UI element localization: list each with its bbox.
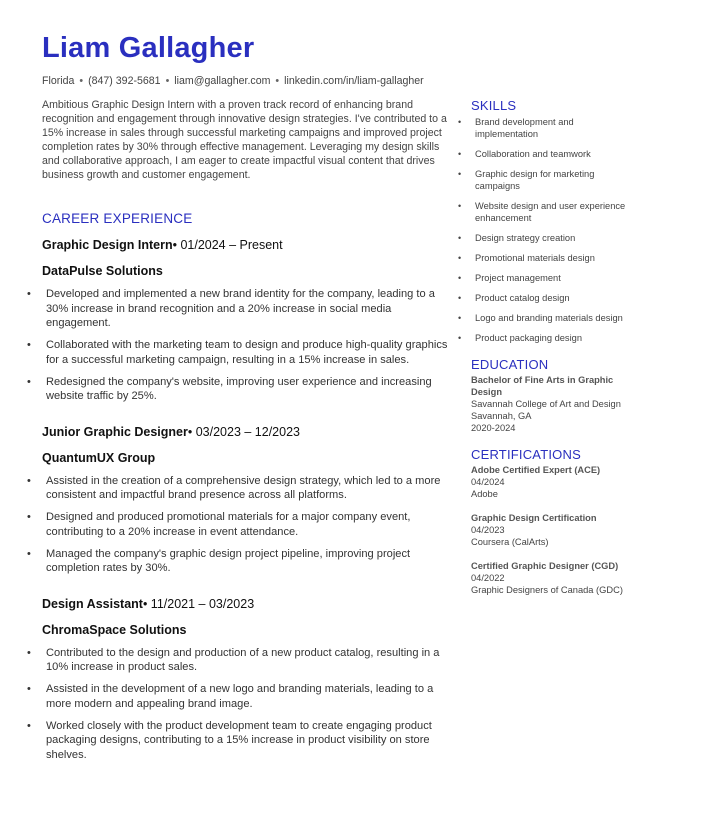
job-bullets bbox=[42, 646, 456, 763]
skill-item: • Promotional materials design bbox=[471, 252, 631, 264]
list-item: • Developed and implemented a new brand identity for the company, leading to a 30% increase in brand recognition and a 20% increase in social media engagement. bbox=[42, 287, 456, 331]
skill-item: • Product catalog design bbox=[471, 292, 631, 304]
certification-entry bbox=[471, 560, 631, 596]
candidate-name: Liam Gallagher bbox=[42, 32, 255, 64]
job-entry bbox=[42, 597, 456, 763]
degree: Bachelor of Fine Arts in Graphic Design bbox=[471, 375, 614, 397]
cert-issuer: Graphic Designers of Canada (GDC) bbox=[471, 585, 623, 595]
job-bullets bbox=[42, 474, 456, 576]
cert-name: Graphic Design Certification bbox=[471, 513, 597, 523]
skill-item: • Logo and branding materials design bbox=[471, 312, 631, 324]
education-heading: EDUCATION bbox=[471, 357, 549, 372]
skill-item: • Project management bbox=[471, 272, 631, 284]
list-item: • Redesigned the company's website, improving user experience and increasing website traffic by 25%. bbox=[42, 375, 456, 404]
company-name: QuantumUX Group bbox=[42, 450, 156, 465]
job-entry bbox=[42, 238, 456, 404]
cert-name: Adobe Certified Expert (ACE) bbox=[471, 465, 601, 475]
cert-issuer: Adobe bbox=[471, 489, 498, 499]
job-dates: • 01/2024 – Present bbox=[172, 238, 283, 252]
main-column bbox=[42, 98, 456, 770]
list-item: • Assisted in the creation of a comprehensive design strategy, which led to a more consistent and impactful brand presence across all platforms. bbox=[42, 474, 456, 503]
job-role: Junior Graphic Designer bbox=[42, 424, 188, 439]
certifications-section bbox=[471, 447, 631, 596]
job-title-line bbox=[42, 597, 456, 611]
skills-heading: SKILLS bbox=[471, 98, 517, 113]
list-item: • Contributed to the design and production of a new product catalog, resulting in a 10% increase in product sales. bbox=[42, 646, 456, 675]
linkedin-link[interactable]: linkedin.com/in/liam-gallagher bbox=[284, 75, 424, 87]
skill-item: • Product packaging design bbox=[471, 332, 631, 344]
email-link[interactable]: liam@gallagher.com bbox=[174, 75, 271, 87]
summary-paragraph: Ambitious Graphic Design Intern with a proven track record of enhancing brand recognition and engagement through innovative design strategies. I've contributed to a 15% increase in sales through successful marketing campaigns and improved project completion rates by 30% through effective management. Leveraging my design skills and collaborative approach, I am eager to create impactful visual content that drives business growth and customer engagement. bbox=[42, 99, 447, 181]
contact-line bbox=[42, 75, 424, 87]
school-location: Savannah, GA bbox=[471, 411, 532, 421]
job-entry bbox=[42, 425, 456, 576]
separator: • bbox=[275, 75, 280, 87]
company-name: DataPulse Solutions bbox=[42, 264, 163, 278]
skills-list bbox=[471, 116, 631, 344]
list-item: • Assisted in the development of a new logo and branding materials, leading to a more modern and appealing brand image. bbox=[42, 682, 456, 711]
company-name: ChromaSpace Solutions bbox=[42, 622, 187, 637]
phone: (847) 392-5681 bbox=[88, 75, 161, 87]
education-section bbox=[471, 357, 631, 434]
skill-item: • Website design and user experience enhancement bbox=[471, 200, 631, 224]
cert-date: 04/2022 bbox=[471, 573, 505, 583]
list-item: • Managed the company's graphic design project pipeline, improving project completion rates by 30%. bbox=[42, 547, 456, 576]
skill-item: • Collaboration and teamwork bbox=[471, 148, 631, 160]
school: Savannah College of Art and Design bbox=[471, 399, 621, 409]
separator: • bbox=[165, 75, 170, 87]
education-years: 2020-2024 bbox=[471, 423, 516, 433]
experience-heading: CAREER EXPERIENCE bbox=[42, 211, 193, 226]
job-dates: • 11/2021 – 03/2023 bbox=[142, 596, 255, 611]
certification-entry bbox=[471, 464, 631, 500]
job-title-line bbox=[42, 238, 456, 252]
location: Florida bbox=[42, 75, 75, 87]
list-item: • Collaborated with the marketing team to design and produce high-quality graphics for a successful marketing campaign, resulting in a 15% increase in sales. bbox=[42, 338, 456, 367]
side-column bbox=[471, 98, 631, 608]
job-dates: • 03/2023 – 12/2023 bbox=[187, 424, 300, 439]
skill-item: • Graphic design for marketing campaigns bbox=[471, 168, 631, 192]
certification-entry bbox=[471, 512, 631, 548]
cert-issuer: Coursera (CalArts) bbox=[471, 537, 549, 547]
skill-item: • Brand development and implementation bbox=[471, 116, 631, 140]
list-item: • Worked closely with the product development team to create engaging product packaging designs, contributing to a 15% increase in product visibility on store shelves. bbox=[42, 719, 456, 763]
job-role: Design Assistant bbox=[42, 596, 143, 611]
skill-item: • Design strategy creation bbox=[471, 232, 631, 244]
list-item: • Designed and produced promotional materials for a major company event, contributing to a 20% increase in event attendance. bbox=[42, 510, 456, 539]
job-role: Graphic Design Intern bbox=[42, 238, 173, 252]
cert-date: 04/2024 bbox=[471, 477, 505, 487]
job-title-line bbox=[42, 425, 456, 439]
job-bullets bbox=[42, 287, 456, 404]
separator: • bbox=[79, 75, 84, 87]
cert-date: 04/2023 bbox=[471, 525, 505, 535]
certifications-heading: CERTIFICATIONS bbox=[471, 447, 581, 462]
cert-name: Certified Graphic Designer (CGD) bbox=[471, 561, 619, 571]
